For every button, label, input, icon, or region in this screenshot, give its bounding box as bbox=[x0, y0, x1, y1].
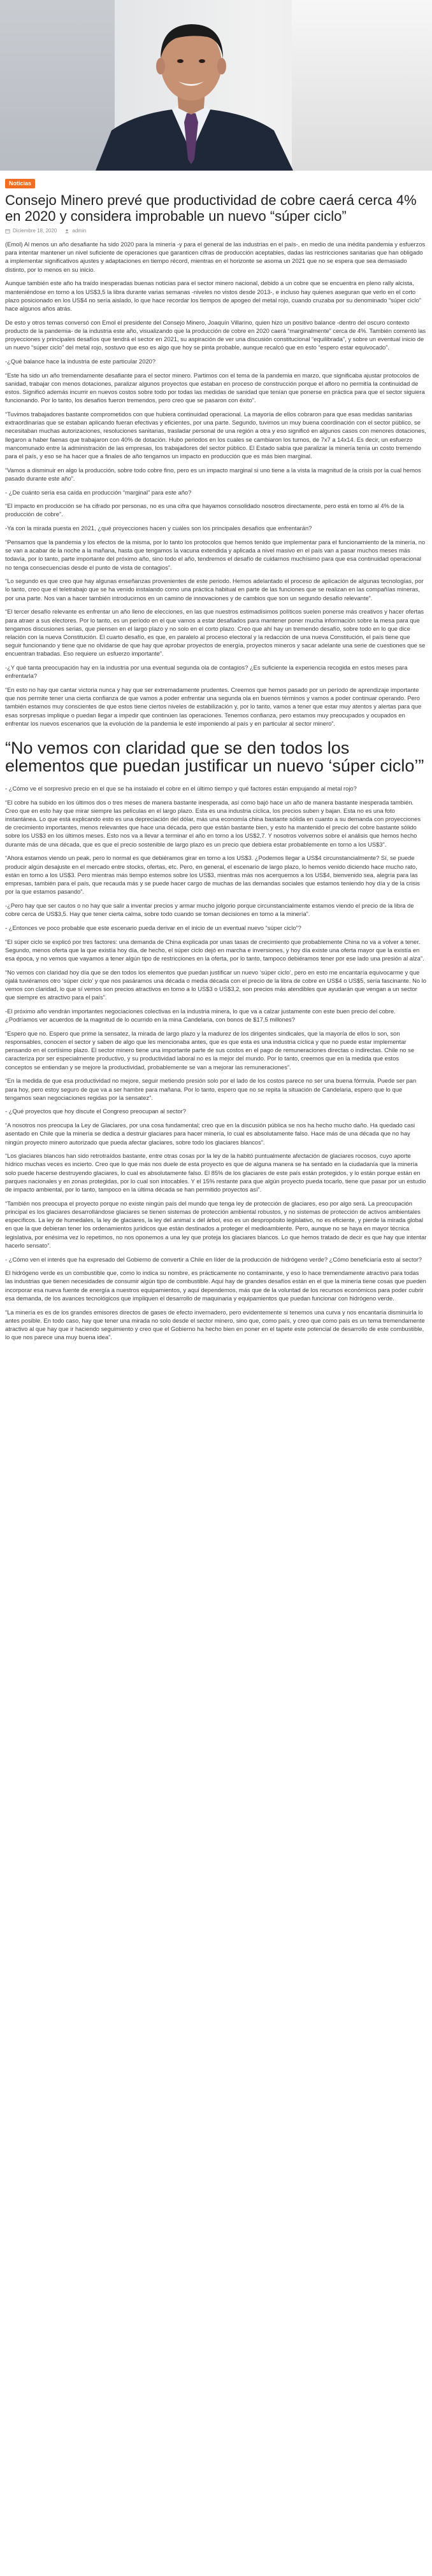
paragraph: De esto y otros temas conversó con Emol el presidente del Consejo Minero, Joaquín Villarino, quien hizo un positivo balance -dentro del oscuro contexto producto de la pandemia- de la industria este año, visualizando que la producción de cobre en 2020 caerá “marginalmente” cerca de 4%. También comentó las proyecciones y principales desafíos que tendrá el sector en 2021, su aspiración de ver una discusión constitucional “equilibrada”, y sobre un eventual inicio de un nuevo “súper ciclo” del metal rojo, sostuvo que eso es algo que hoy se pinta probable, aunque recalcó que en esto “espero estar equivocado”. bbox=[5, 318, 426, 351]
paragraph: - ¿De cuánto sería esa caída en producción “marginal” para este año? bbox=[5, 488, 192, 496]
article-date: Diciembre 18, 2020 bbox=[13, 228, 57, 234]
paragraph: “El impacto en producción se ha cifrado por personas, no es una cifra que hayamos consolidado nosotros directamente, pero está en torno al 4% de la producción de cobre”. bbox=[5, 502, 404, 518]
calendar-icon bbox=[5, 229, 10, 234]
hero-image bbox=[0, 0, 432, 171]
user-icon bbox=[64, 229, 69, 234]
paragraph: - ¿Entonces ve poco probable que este escenario pueda derivar en el inicio de un eventual nuevo “súper ciclo”? bbox=[5, 924, 301, 931]
paragraph: - ¿Cómo ven el interés que ha expresado del Gobierno de convertir a Chile en líder de la producción de hidrógeno verde? ¿Cómo beneficiaría esto al sector? bbox=[5, 1255, 422, 1263]
paragraph: “La minería es es de los grandes emisores directos de gases de efecto invernadero, pero evidentemente si tenemos una curva y nos encantaría disminuirla lo antes posible. En todo caso, hay que tener una mirada no solo desde el sector minero, sino que, como país, y creo que como país es un tema tremendamente atractivo al que hay que ir haciendo seguimiento y creo que el Gobierno ha hecho bien en poner en el tapete este potencial de desarrollo de este combustible, lo que nos parece una muy buena idea”. bbox=[5, 1308, 425, 1341]
paragraph: “A nosotros nos preocupa la Ley de Glaciares, por una cosa fundamental; creo que en la discusión pública se nos ha hecho mucho daño. Ha quedado casi asentado en Chile que la minería se dedica a destruir glaciares para hacer minería, lo cual es absolutamente falso. Hace más de una década que no hay ningún proyecto minero autorizado que pueda afectar glaciares, sobre todo los glaciares blancos”. bbox=[5, 1122, 415, 1146]
paragraph: “En la medida de que esa productividad no mejore, seguir metiendo presión solo por el lado de los costos parece no ser una buena fórmula. Puede ser pan para hoy, pero estoy seguro de que va a ser hambre para mañana. Por lo tanto, espero que no se repita la situación de Candelaria, espero que lo que tengamos sean negociaciones regidas por la sensatez”. bbox=[5, 1077, 417, 1101]
paragraph: “El súper ciclo se explicó por tres factores: una demanda de China explicada por unas tasas de crecimiento que probablemente China no va a volver a tener. Segundo, menos oferta que la que existía hoy día, de hecho, el súper ciclo dejó en marcha e inversiones, y hoy día existe una oferta mayor que la existía en esa época, y no vemos que vayamos a tener algún tipo de restricciones en la oferta, por lo tanto, tampoco debiéramos tener por ese lado una presión al alza”. bbox=[5, 938, 424, 962]
article-body-part-1 bbox=[5, 240, 427, 728]
article-subheading: “No vemos con claridad que se den todos los elementos que puedan justificar un nuevo ‘súper ciclo’” bbox=[5, 738, 424, 776]
paragraph: -Ya con la mirada puesta en 2021, ¿qué proyecciones hacen y cuáles son los principales desafíos que enfrentarán? bbox=[5, 524, 312, 532]
paragraph: “Lo segundo es que creo que hay algunas enseñanzas provenientes de este periodo. Hemos adelantado el proceso de aplicación de algunas tecnologías, por lo tanto, creo que el teletrabajo que se ha venido instalando como una práctica habitual en parte de las funciones que se realizan en las compañías mineras, por una parte. Nos van a hacer también introducirnos en un camino de innovaciones y de cambios que son un segundo desafío relevante”. bbox=[5, 577, 424, 602]
paragraph: -¿Y qué tanta preocupación hay en la industria por una eventual segunda ola de contagios? ¿Es suficiente la experiencia recogida en estos meses para enfrentarla? bbox=[5, 664, 408, 680]
paragraph: “Vamos a disminuir en algo la producción, sobre todo cobre fino, pero es un impacto marginal si uno tiene a la vista la magnitud de la crisis por la cual hemos pasado durante este año”. bbox=[5, 466, 421, 482]
paragraph: “En esto no hay que cantar victoria nunca y hay que ser extremadamente prudentes. Creemos que hemos pasado por un período de aprendizaje importante que nos permite tener una cierta confianza de que vamos a poder enfrentar una segunda ola en buenos términos y vamos a poder continuar operando. Pero también estamos muy conscientes de que estos tiene ciertos niveles de estabilización y, por lo tanto, vamos a tener que estar muy atentos y alertas para que esas sorpresas implique o puedan llegar a impedir que continúen las operaciones. Tenemos confianza, pero estamos muy preocupados y ocupados en enfrentar los nuevos escenarios que la evolución de la pandemia le esté imponiendo al país y en particular al sector minero”. bbox=[5, 686, 422, 727]
article-body-part-2 bbox=[5, 784, 427, 1341]
paragraph: - ¿Cómo ve el sorpresivo precio en el que se ha instalado el cobre en el último tiempo y qué factores están empujando al metal rojo? bbox=[5, 784, 357, 792]
paragraph: “Ahora estamos viendo un peak, pero lo normal es que debiéramos girar en torno a los US$3. ¿Podemos llegar a US$4 circunstancialmente? Sí, se puede producir algún desajuste en el mercado entre stocks, ofertas, etc. Pero, en general, el escenario de largo plazo, lo hemos venido diciendo hace mucho rato, están en torno a los US$3. Pero mientras más tiempo estemos sobre los US$3, mientras más nos acerquemos a los US$4, bienvenido sea, alegría para las empresas, también para el país, que recauda más y se puede hacer cargo de muchas de las demandas sociales que estamos teniendo hoy día y de la crisis por la que estamos pasando”. bbox=[5, 854, 420, 896]
paragraph: El hidrógeno verde es un combustible que, como lo indica su nombre, es prácticamente no contaminante, y eso lo hace tremendamente atractivo para todas las industrias que tienen necesidades de consumir algún tipo de combustible. Aquí hay de grandes desafíos están en el que la minería tiene cosas que pueden incorporar esa nueva fuente de energía a nuestros equipamientos, y aquí dependemos, más que de la voluntad de los recursos económicos para poder cubrir esa demanda, de los avances tecnológicos que impliquen el desarrollo de maquinaria y equipamientos que puedan funcionar con hidrógeno verde. bbox=[5, 1269, 426, 1302]
paragraph: “También nos preocupa el proyecto porque no existe ningún país del mundo que tenga ley de protección de glaciares, eso por algo será. La preocupación principal es los glaciares desarrollándose glaciares se tienen sistemas de protección ambiental robustos, y no sistemas de protección de activos ambientales específicos. La ley de humedales, la ley de glaciares, la ley del animal x del árbol, eso es un despropósito legislativo, no es eficiente, y pierde la mirada global en que la que debieran tener los ordenamientos jurídicos que están destinados a proteger el medioambiente. Pero, aunque no se haya en mayor técnica legislativa, por enésima vez lo repetimos, no nos oponemos a una ley que proteja los glaciares blancos. Lo que hemos tratado de decir es que hay que intentar hacerlo sensato”. bbox=[5, 1199, 427, 1249]
paragraph: -¿Qué balance hace la industria de este particular 2020? bbox=[5, 357, 156, 365]
paragraph: -El próximo año vendrán importantes negociaciones colectivas en la industria minera, lo que va a calzar justamente con este buen precio del cobre. ¿Podríamos ver acuerdos de la magnitud de lo ocurrido en la mina Candelaria, con bonos de $17,5 millones? bbox=[5, 1007, 396, 1024]
paragraph: - ¿Qué proyectos que hoy discute el Congreso preocupan al sector? bbox=[5, 1108, 187, 1115]
article-title: Consejo Minero prevé que productividad de cobre caerá cerca 4% en 2020 y considera improbable un nuevo “súper ciclo” bbox=[5, 192, 417, 224]
paragraph: “El tercer desafío relevante es enfrentar un año lleno de elecciones, en las que nuestros estimadísimos políticos suelen ponerse más creativos y hacer ofertas para atraer a sus electores. Por lo tanto, es un período en el que vamos a estar desafiados para mantener poner mucha información sobre la mesa para que tengamos discusiones serias, que piensen en el largo plazo y no solo en el corto plazo. Creo que ahí hay un tremendo desafío, sobre todo en lo que dice relación con la nueva Constitución. El cuarto desafío, es que, en paralelo al proceso electoral y la redacción de una nueva Constitución, el país tiene que seguir funcionando y tiene que no olvidarse de que hay que aprobar proyectos de energía, proyectos mineros y sacar adelante una serie de cuestiones que se encuentran trabadas. Eso requiere un esfuerzo importante”. bbox=[5, 608, 426, 658]
paragraph: -¿Pero hay que ser cautos o no hay que salir a inventar precios y armar mucho jolgorio porque circunstancialmente estamos viendo el precio de la libra de cobre cerca de US$3,5. Hay que tener cierta calma, sobre todo cuando se toman decisiones en torno a la minería”. bbox=[5, 901, 414, 918]
article-container bbox=[0, 171, 432, 1341]
paragraph: Aunque también este año ha traído inesperadas buenas noticias para el sector minero nacional, debido a un cobre que se encuentra en pleno rally alcista, manteniéndose en torno a los US$3,5 la libra durante varias semanas -niveles no vistos desde 2013-, e incluso hay quienes aseguran que verlo en el corto plazo posicionado en los US$4 no sería aislado, lo que hace recordar los tiempos de apogeo del metal rojo, cuando cruzaba por su denominado “súper ciclo” hace algunos años atrás. bbox=[5, 279, 421, 312]
category-badge[interactable]: Noticias bbox=[5, 179, 35, 188]
paragraph: “Pensamos que la pandemia y los efectos de la misma, por lo tanto los protocolos que hemos tenido que implementar para el funcionamiento de la minería, no se van a acabar de la noche a la mañana, hasta que tengamos la vacuna extendida y aplicada a nivel masivo en el país van a pasar muchos meses más todavía, por lo tanto, parte importante del próximo año, sino todo el año, tendremos el desafío de cuidarnos muchísimo para que esa continuidad operacional no tenga consecuencias desde el punto de vista de contagios”. bbox=[5, 538, 426, 571]
article-meta bbox=[5, 228, 427, 234]
paragraph: “Tuvimos trabajadores bastante comprometidos con que hubiera continuidad operacional. La mayoría de ellos cobraron para que esas medidas sanitarias extraordinarias que se estaban aplicando fueran efectivas y eficientes, por una parte. Segundo, tuvimos un muy buena coordinación con el sector público, se necesitaban muchas autorizaciones, resoluciones sanitarias, trasladar personal de una región a otra y eso significó en algunos casos con menores dotaciones, llegaron a haber faenas que trabajaron con 40% de dotación. Hubo periodos en los cuales se cambiaron los turnos, de 7x7 a 14x14. Es decir, un esfuerzo mancomunado entre la administración de las empresas, los trabajadores del sector público. El Estado sabía que paralizar la minería tenía un costo tremendo para el país, y eso se ha hacer que a finales de año tengamos un impacto en producción que es más bien marginal. bbox=[5, 410, 426, 460]
paragraph: “Los glaciares blancos han sido retrotraídos bastante, entre otras cosas por la ley de la habitó puntualmente afectación de glaciares rocosos, cuyo aporte hídrico muchas veces es incierto. Creo que lo que más nos duele de esta proyecto es que de alguna manera se ha sentado en la ciudadanía que la minería solo puede hacerse destruyendo glaciares, lo cual es absolutamente falso. El 85% de los glaciares de este país están protegidos, y lo están porque están en parques nacionales y en zonas protegidas, por lo cual son intocables. Y el 15% restante para que algún proyecto pueda tocarlo, tiene que pasar por un estudio de impacto ambiental, por lo tanto, tampoco en la última década se han permitido proyectos así”. bbox=[5, 1152, 426, 1193]
paragraph: “Espero que no. Espero que prime la sensatez, la mirada de largo plazo y la madurez de los dirigentes sindicales, que la mayoría de ellos lo son, son responsables, conocen el sector y saben de algo que les mencionaba antes, que es que esta es una industria cíclica y que no puede estar implementar pensando en el cortísimo plazo. El sector minero tiene una importante parte de sus costos en el pago de remuneraciones directas o indirectas. Chile no se caracteriza por ser especialmente productivo, y su productividad laboral no es la mejor del mundo. Por lo tanto, creemos que en la medida que estos conceptos se entiendan y se mejore la productividad, probablemente se van a mejorar las remuneraciones”. bbox=[5, 1029, 415, 1071]
paragraph: (Emol) Al menos un año desafiante ha sido 2020 para la minería -y para el general de las industrias en el país-, en medio de una inédita pandemia y esfuerzos para intentar mantener un nivel suficiente de operaciones que garanticen cifras de producción aceptables, dadas las restricciones sanitarias que han obligado a implementar significativos ajustes y adaptaciones en tiempo récord, mientras en el horizonte se asoma un 2021 que no se espera que sea demasiado distinto, por lo menos en su inicio. bbox=[5, 241, 426, 273]
paragraph: “El cobre ha subido en los últimos dos o tres meses de manera bastante inesperada, así como bajó hace un año de manera bastante inesperada también. Creo que en esto hay que mirar siempre las películas en el largo plazo. Esta es una industria cíclica, los precios suben y bajan. Esta no es una foto instantánea. Lo que está explicando esto es una depreciación del dólar, más una economía china bastante sólida en cuanto a su demanda con proyecciones de crecimiento importantes, menos relevantes que hace una década, pero que están bastante bien, y esto ha mantenido el precio del cobre bastante sólido sobre los US$3 en los últimos meses. Esto nos va a llevar a terminar el año en torno a los US$2,7. Y nosotros volvemos sobre el análisis que hemos hecho durante más de una década, que es que el precio sostenible de largo plazo es un precio que debiera estar probablemente en torno a los US$3”. bbox=[5, 798, 421, 848]
paragraph: “No vemos con claridad hoy día que se den todos los elementos que puedan justificar un nuevo ‘súper ciclo’, pero en esto me encantaría equivocarme y que ojalá tuviéramos otro ‘súper ciclo’ y que nos pasáramos una década o media década con el precio de la libra de cobre en US$4 o US$5, sería fascinante. No lo vemos con claridad, lo que sí vemos son precios atractivos en torno a lo US$3 o US$3,2, son precios más atendibles que ayudarán que vengan a un sector que siempre es atractivo para el país”. bbox=[5, 968, 426, 1001]
person-portrait bbox=[0, 0, 432, 171]
paragraph: “Este ha sido un año tremendamente desafiante para el sector minero. Partimos con el tema de la pandemia en marzo, que significaba ajustar protocolos de sanidad, trabajar con menos dotaciones, paralizar algunos proyectos que estaban en proceso de construcción porque el afloro no permitía la continuidad de estos. Significó además incurrir en nuevos costos sobre todo por todas las medidas de sanidad que tenían que ponerse en práctica para que el sector siguiera funcionando. Por lo tanto, los desafíos fueron tremendos, pero creo que se pasaron con éxito”. bbox=[5, 371, 425, 404]
article-author[interactable]: admin bbox=[72, 228, 87, 234]
